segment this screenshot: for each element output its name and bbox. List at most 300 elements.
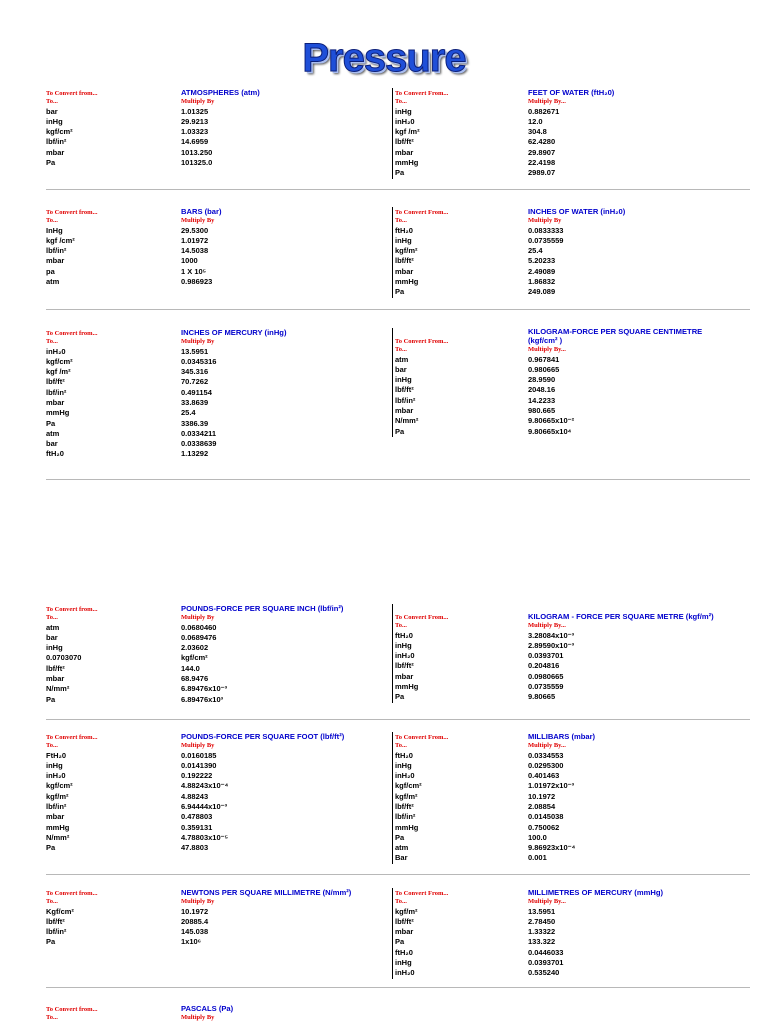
column-labels: [393, 741, 733, 751]
multiplier-value: 33.8639: [181, 397, 209, 407]
target-unit: mmHg: [46, 822, 70, 832]
target-unit: lbf/ft²: [46, 663, 65, 673]
multiplier-value: 1.01972: [181, 235, 209, 245]
target-unit: kgf/cm²: [395, 781, 422, 791]
table-row: [393, 416, 733, 426]
target-unit: atm: [46, 622, 60, 632]
multiply-by-label: Multiply By: [181, 742, 215, 749]
conversion-table-left: [46, 888, 386, 948]
multiplier-value: 2.03602: [181, 643, 209, 653]
table-row: [393, 802, 733, 812]
multiplier-value: 0.0160185: [181, 750, 217, 760]
conversion-section: [0, 1004, 768, 1034]
unit-heading: POUNDS-FORCE PER SQUARE INCH (lbf/in²): [181, 603, 344, 613]
multiplier-value: 0.0680460: [181, 622, 217, 632]
table-row: [46, 781, 386, 791]
multiplier-value: 2.78450: [528, 916, 556, 926]
multiplier-value: 0.0980665: [528, 671, 564, 681]
target-unit: Pa: [395, 287, 405, 297]
target-unit: mmHg: [395, 822, 419, 832]
section-divider: [46, 479, 750, 480]
to-label: To...: [395, 217, 407, 224]
table-row: [393, 958, 733, 968]
column-labels: [393, 897, 733, 907]
conversion-section: [0, 732, 768, 867]
target-unit: mbar: [395, 927, 414, 937]
section-divider: [46, 987, 750, 988]
table-row: [46, 917, 386, 927]
table-header: [46, 207, 386, 216]
target-unit: pa: [46, 266, 55, 276]
unit-heading: KILOGRAM - FORCE PER SQUARE METRE (kgf/m²): [528, 611, 714, 621]
to-label: To...: [46, 898, 58, 905]
table-row: [46, 802, 386, 812]
table-row: [46, 937, 386, 947]
multiplier-value: 0.0689476: [181, 632, 217, 642]
conversion-table-left: [46, 207, 386, 287]
target-unit: inHg: [395, 235, 412, 245]
to-convert-from-label: To Convert From...: [395, 890, 449, 897]
conversion-table-left: [46, 328, 386, 460]
table-row: [46, 812, 386, 822]
table-row: [393, 927, 733, 937]
table-row: [393, 375, 733, 385]
table-row: [46, 367, 386, 377]
unit-heading: MILLIMETRES OF MERCURY (mmHg): [528, 887, 663, 897]
table-row: [46, 246, 386, 256]
multiplier-value: 1.33322: [528, 927, 556, 937]
to-convert-from-label: To Convert from...: [46, 606, 98, 613]
table-row: [393, 226, 733, 236]
multiplier-value: 1000: [181, 256, 198, 266]
target-unit: mmHg: [395, 157, 419, 167]
target-unit: lbf/ft²: [395, 801, 414, 811]
to-convert-from-label: To Convert From...: [395, 734, 449, 741]
table-header: [393, 88, 733, 97]
conversion-table-right: [392, 888, 733, 979]
table-row: [46, 843, 386, 853]
table-row: [393, 137, 733, 147]
to-convert-from-label: To Convert From...: [395, 90, 449, 97]
multiplier-value: 6.89476x10⁻³: [181, 684, 228, 694]
table-row: [393, 256, 733, 266]
multiplier-value: 5.20233: [528, 256, 556, 266]
multiplier-value: 0.535240: [528, 968, 560, 978]
table-header: [393, 207, 733, 216]
table-row: [393, 127, 733, 137]
target-unit: Pa: [46, 418, 56, 428]
table-row: [46, 633, 386, 643]
multiplier-value: 4.88243x10⁻⁴: [181, 781, 229, 791]
to-convert-from-label: To Convert from...: [46, 330, 98, 337]
multiplier-value: 25.4: [181, 408, 196, 418]
to-convert-from-label: To Convert from...: [46, 1006, 98, 1013]
target-unit: lbf/ft²: [395, 256, 414, 266]
section-divider: [46, 309, 750, 310]
table-row: [46, 158, 386, 168]
table-row: [393, 937, 733, 947]
multiplier-value: 2989.07: [528, 168, 556, 178]
multiplier-value: 0.0338639: [181, 439, 217, 449]
table-row: [46, 267, 386, 277]
target-unit: atm: [46, 428, 60, 438]
column-labels: [46, 216, 386, 226]
table-row: [393, 117, 733, 127]
table-row: [393, 631, 733, 641]
multiplier-value: 6.89476x10³: [181, 694, 224, 704]
column-labels: [46, 97, 386, 107]
unit-heading: KILOGRAM-FORCE PER SQUARE CENTIMETRE (kgf/cm² ): [528, 327, 703, 345]
table-row: [393, 236, 733, 246]
table-row: [393, 682, 733, 692]
multiply-by-label: Multiply By: [181, 898, 215, 905]
multiplier-value: 0.0141390: [181, 760, 217, 770]
target-unit: inHg: [395, 957, 412, 967]
table-row: [393, 148, 733, 158]
conversion-table-left: [46, 88, 386, 168]
multiplier-value: 10.1972: [181, 906, 209, 916]
multiplier-value: 345.316: [181, 367, 209, 377]
table-row: [46, 695, 386, 705]
target-unit: Pa: [46, 694, 56, 704]
target-unit: kgf/cm²: [46, 781, 73, 791]
target-unit: kgf/m²: [395, 791, 418, 801]
table-row: [393, 672, 733, 682]
target-unit: Pa: [395, 692, 405, 702]
table-header: [46, 1004, 386, 1013]
multiplier-value: 10.1972: [528, 791, 556, 801]
multiply-by-label: Multiply By: [528, 217, 562, 224]
multiplier-value: 1013.250: [181, 147, 213, 157]
target-unit: mmHg: [46, 408, 70, 418]
target-unit: inH₂0: [395, 968, 415, 978]
conversion-table-left: [46, 604, 386, 705]
multiplier-value: 2.08854: [528, 801, 556, 811]
target-unit: inHg: [46, 760, 63, 770]
target-unit: Pa: [46, 843, 56, 853]
conversion-table-right: [392, 604, 733, 703]
multiplier-value: 29.5300: [181, 225, 209, 235]
target-unit: ftH₂0: [395, 225, 413, 235]
multiplier-value: 29.9213: [181, 116, 209, 126]
multiplier-value: 0.0735559: [528, 681, 564, 691]
section-divider: [46, 189, 750, 190]
conversion-section: [0, 328, 768, 468]
target-unit: inHg: [395, 760, 412, 770]
table-row: [46, 751, 386, 761]
table-row: [46, 408, 386, 418]
target-unit: kgf/cm²: [46, 127, 73, 137]
target-unit: inHg: [46, 116, 63, 126]
conversion-section: [0, 888, 768, 978]
multiplier-value: 13.5951: [181, 346, 209, 356]
table-row: [46, 907, 386, 917]
multiplier-value: 0.401463: [528, 771, 560, 781]
multiplier-value: 0.204816: [528, 661, 560, 671]
table-header: [393, 732, 733, 741]
multiplier-value: 0.0334211: [181, 428, 217, 438]
column-labels: [393, 345, 733, 355]
table-row: [393, 385, 733, 395]
target-unit: atm: [395, 843, 409, 853]
multiply-by-label: Multiply By: [181, 98, 215, 105]
target-unit: lbf/ft²: [395, 661, 414, 671]
target-unit: mmHg: [395, 681, 419, 691]
multiplier-value: 9.80665x10⁴: [528, 426, 572, 436]
multiplier-value: 1.86832: [528, 276, 556, 286]
multiplier-value: 0.478803: [181, 812, 213, 822]
to-convert-from-label: To Convert from...: [46, 209, 98, 216]
to-label: To...: [395, 898, 407, 905]
target-unit: Pa: [395, 168, 405, 178]
page-title: Pressure: [302, 36, 466, 80]
target-unit: Pa: [395, 832, 405, 842]
target-unit: bar: [46, 439, 58, 449]
table-header: [46, 888, 386, 897]
to-convert-from-label: To Convert from...: [46, 734, 98, 741]
target-unit: kgf/m²: [46, 791, 69, 801]
table-row: [393, 843, 733, 853]
target-unit: mbar: [395, 266, 414, 276]
to-label: To...: [395, 742, 407, 749]
section-divider: [46, 874, 750, 875]
multiplier-value: 12.0: [528, 116, 543, 126]
table-row: [46, 377, 386, 387]
multiplier-value: 0.0295300: [528, 760, 564, 770]
multiplier-value: 14.2233: [528, 395, 556, 405]
table-row: [46, 664, 386, 674]
target-unit: mbar: [46, 812, 65, 822]
multiplier-value: 0.967841: [528, 354, 560, 364]
table-row: [393, 792, 733, 802]
target-unit: bar: [46, 632, 58, 642]
table-header: [46, 88, 386, 97]
target-unit: mbar: [395, 405, 414, 415]
unit-heading: ATMOSPHERES (atm): [181, 87, 260, 97]
target-unit: kgf/m²: [395, 246, 418, 256]
target-unit: InHg: [46, 225, 63, 235]
multiplier-value: 4.78803x10⁻⁵: [181, 832, 229, 842]
multiplier-value: 6.94444x10⁻³: [181, 801, 228, 811]
table-row: [393, 406, 733, 416]
table-row: [393, 761, 733, 771]
target-unit: ftH₂0: [395, 630, 413, 640]
multiplier-value: 68.9476: [181, 673, 209, 683]
target-unit: inHg: [395, 640, 412, 650]
to-label: To...: [46, 614, 58, 621]
table-row: [46, 429, 386, 439]
to-label: To...: [46, 338, 58, 345]
conversion-section: [0, 604, 768, 704]
table-row: [46, 439, 386, 449]
target-unit: lbf/in²: [46, 927, 67, 937]
multiplier-value: 2048.16: [528, 385, 556, 395]
conversion-table-right: [392, 328, 733, 437]
multiplier-value: 3386.39: [181, 418, 209, 428]
multiplier-value: 100.0: [528, 832, 547, 842]
table-row: [393, 107, 733, 117]
target-unit: kgf /cm²: [46, 235, 75, 245]
table-row: [393, 355, 733, 365]
multiplier-value: 304.8: [528, 127, 547, 137]
table-row: [46, 277, 386, 287]
target-unit: lbf/ft²: [395, 137, 414, 147]
target-unit: lbf/in²: [46, 801, 67, 811]
multiplier-value: 0.001: [528, 853, 547, 863]
multiplier-value: 0.0393701: [528, 957, 564, 967]
table-row: [46, 653, 386, 663]
table-row: [46, 148, 386, 158]
multiplier-value: 28.9590: [528, 375, 556, 385]
table-header: [393, 328, 733, 345]
conversion-section: [0, 88, 768, 178]
multiplier-value: 1.01325: [181, 106, 209, 116]
multiplier-value: 14.5038: [181, 246, 209, 256]
target-unit: lbf/in²: [46, 387, 67, 397]
table-row: [393, 692, 733, 702]
table-row: [393, 661, 733, 671]
multiplier-value: 0.359131: [181, 822, 213, 832]
multiplier-value: 0.0833333: [528, 225, 564, 235]
table-row: [46, 398, 386, 408]
table-row: [46, 761, 386, 771]
column-labels: [46, 337, 386, 347]
multiply-by-label: Multiply By...: [528, 98, 566, 105]
target-unit: mbar: [46, 397, 65, 407]
table-row: [46, 927, 386, 937]
table-row: [46, 643, 386, 653]
table-row: [393, 968, 733, 978]
multiplier-value: kgf/cm²: [181, 653, 208, 663]
multiply-by-label: Multiply By...: [528, 622, 566, 629]
table-row: [46, 674, 386, 684]
multiplier-value: 4.88243: [181, 791, 209, 801]
table-row: [46, 684, 386, 694]
target-unit: mbar: [46, 256, 65, 266]
target-unit: kgf/cm²: [46, 356, 73, 366]
to-convert-from-label: To Convert from...: [46, 890, 98, 897]
conversion-table-left: [46, 732, 386, 853]
multiply-by-label: Multiply By...: [528, 742, 566, 749]
multiply-by-label: Multiply By: [181, 338, 215, 345]
target-unit: kgf /m²: [46, 367, 71, 377]
multiplier-value: 0.0345316: [181, 356, 217, 366]
table-row: [393, 427, 733, 437]
column-labels: [46, 613, 386, 623]
multiply-by-label: Multiply By: [181, 1014, 215, 1021]
table-row: [393, 833, 733, 843]
table-row: [393, 168, 733, 178]
to-label: To...: [46, 217, 58, 224]
target-unit: kgf /m²: [395, 127, 420, 137]
target-unit: inH₂0: [46, 771, 66, 781]
table-header: [46, 604, 386, 613]
to-convert-from-label: To Convert from...: [46, 90, 98, 97]
table-row: [393, 812, 733, 822]
table-row: [393, 771, 733, 781]
multiplier-value: 0.0446033: [528, 947, 564, 957]
multiplier-value: 980.665: [528, 405, 556, 415]
conversion-table-right: [392, 88, 733, 179]
target-unit: Pa: [395, 426, 405, 436]
column-labels: [393, 97, 733, 107]
target-unit: inHg: [395, 375, 412, 385]
multiplier-value: 0.491154: [181, 387, 212, 397]
section-divider: [46, 719, 750, 720]
unit-heading: INCHES OF MERCURY (inHg): [181, 327, 287, 337]
multiplier-value: 1.03323: [181, 127, 209, 137]
table-row: [393, 907, 733, 917]
target-unit: inH₂0: [395, 771, 415, 781]
target-unit: bar: [395, 364, 407, 374]
target-unit: lbf/ft²: [46, 377, 65, 387]
table-row: [393, 365, 733, 375]
target-unit: Pa: [395, 937, 405, 947]
table-row: [393, 287, 733, 297]
to-label: To...: [46, 98, 58, 105]
multiply-by-label: Multiply By...: [528, 898, 566, 905]
target-unit: mbar: [395, 671, 414, 681]
multiplier-value: 3.28084x10⁻³: [528, 630, 575, 640]
table-row: [393, 277, 733, 287]
multiplier-value: 20885.4: [181, 916, 209, 926]
table-row: [393, 948, 733, 958]
target-unit: Bar: [395, 853, 408, 863]
multiplier-value: 62.4280: [528, 137, 556, 147]
target-unit: 0.0703070: [46, 653, 82, 663]
multiplier-value: 1 X 10⁵: [181, 266, 207, 276]
target-unit: mbar: [46, 673, 65, 683]
multiplier-value: 9.80665: [528, 692, 556, 702]
multiplier-value: 0.0735559: [528, 235, 564, 245]
table-row: [393, 158, 733, 168]
target-unit: lbf/in²: [46, 246, 67, 256]
multiplier-value: 144.0: [181, 663, 200, 673]
conversion-table-right: [392, 732, 733, 864]
multiplier-value: 0.750062: [528, 822, 560, 832]
target-unit: ftH₂0: [395, 750, 413, 760]
to-label: To...: [46, 742, 58, 749]
to-label: To...: [395, 346, 407, 353]
table-row: [46, 823, 386, 833]
target-unit: atm: [46, 276, 60, 286]
target-unit: lbf/ft²: [395, 916, 414, 926]
target-unit: Pa: [46, 157, 56, 167]
target-unit: lbf/in²: [395, 395, 416, 405]
target-unit: lbf/in²: [46, 137, 67, 147]
table-row: [393, 917, 733, 927]
target-unit: kgf/m²: [395, 906, 418, 916]
table-row: [46, 833, 386, 843]
multiplier-value: 145.038: [181, 927, 209, 937]
table-row: [46, 357, 386, 367]
multiplier-value: 2.49089: [528, 266, 556, 276]
target-unit: lbf/ft²: [46, 916, 65, 926]
target-unit: mbar: [46, 147, 65, 157]
multiplier-value: 1.13292: [181, 449, 209, 459]
target-unit: bar: [46, 106, 58, 116]
multiplier-value: 13.5951: [528, 906, 556, 916]
column-labels: [46, 741, 386, 751]
multiplier-value: 101325.0: [181, 157, 213, 167]
unit-heading: INCHES OF WATER (inH₂0): [528, 206, 626, 216]
to-label: To...: [46, 1014, 58, 1021]
target-unit: mbar: [395, 147, 414, 157]
column-labels: [393, 621, 733, 631]
column-labels: [393, 216, 733, 226]
multiplier-value: 0.882671: [528, 106, 560, 116]
unit-heading: POUNDS-FORCE PER SQUARE FOOT (lbf/ft²): [181, 731, 345, 741]
